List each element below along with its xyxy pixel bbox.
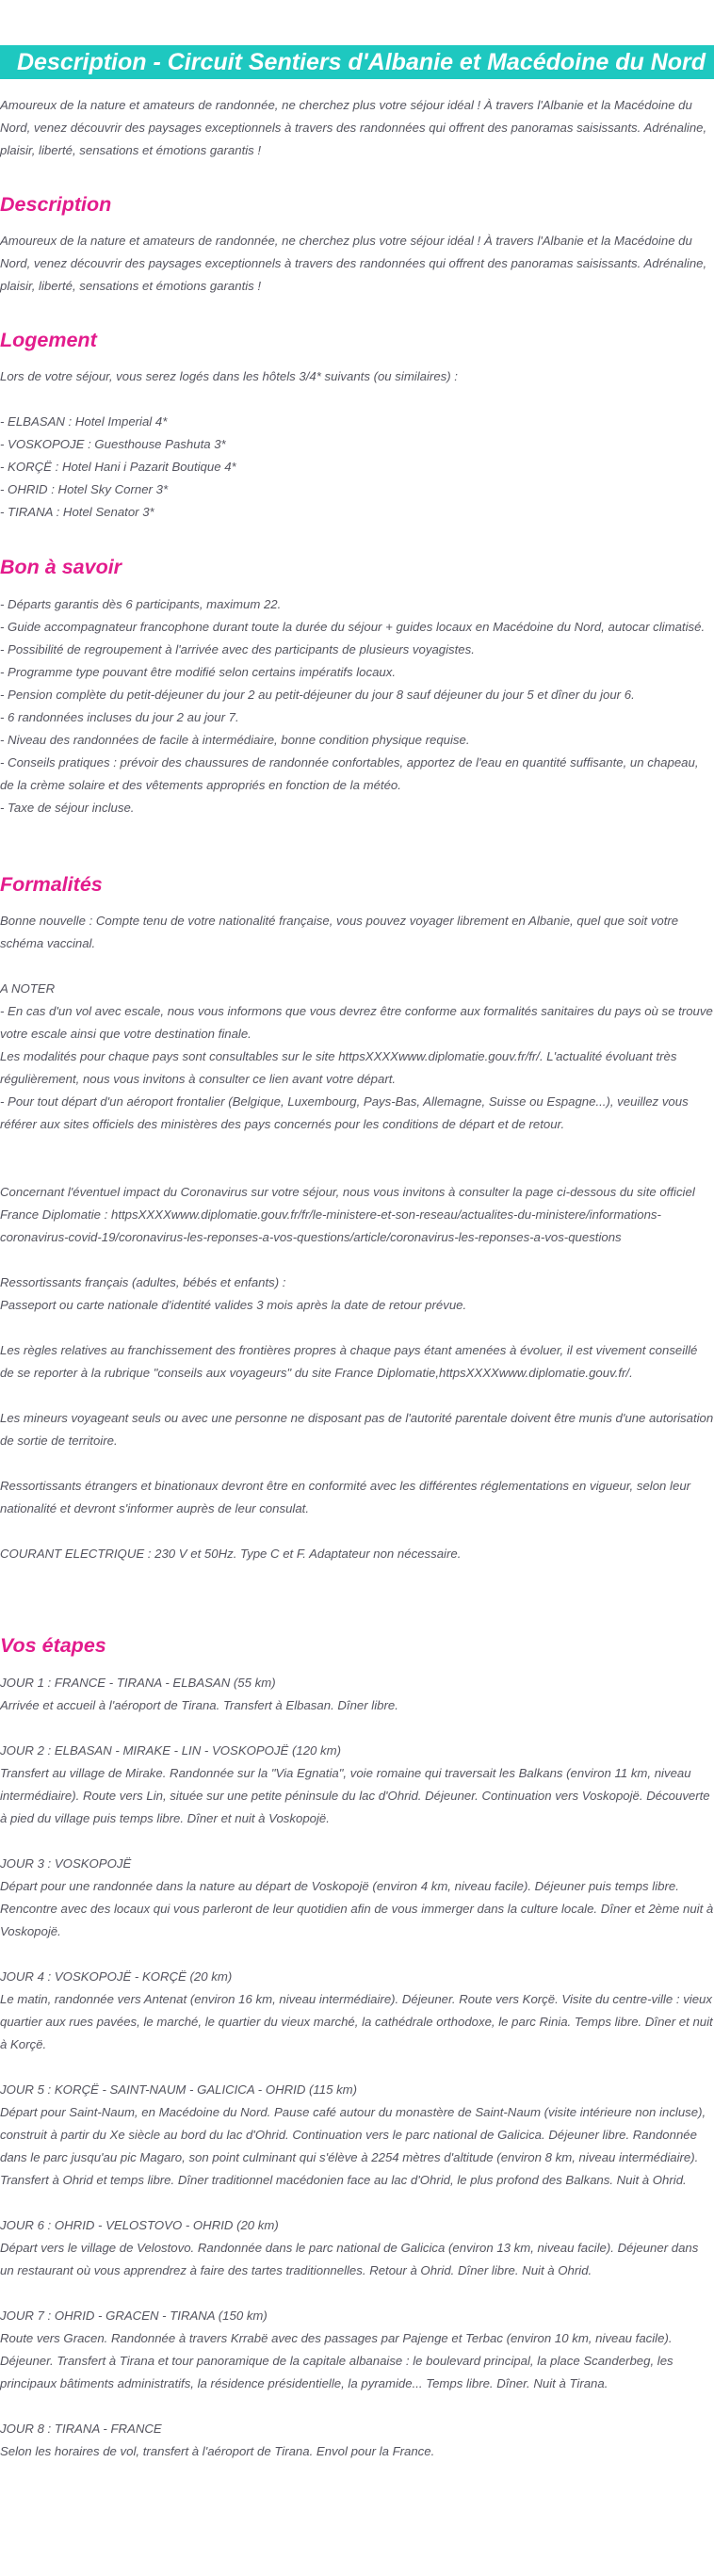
etapes-content xyxy=(0,1672,714,2463)
day-title: JOUR 3 : VOSKOPOJË xyxy=(0,1856,132,1871)
day-title: JOUR 8 : TIRANA - FRANCE xyxy=(0,2422,162,2436)
day-title: JOUR 1 : FRANCE - TIRANA - ELBASAN (55 km) xyxy=(0,1676,276,1690)
intro-section xyxy=(0,94,714,162)
day-title: JOUR 5 : KORÇË - SAINT-NAUM - GALICICA - OHRID (115 km) xyxy=(0,2082,358,2097)
day-text: Départ pour Saint-Naum, en Macédoine du Nord. Pause café autour du monastère de Saint-Naum (visite intérieure non incluse), construit à partir du Xe siècle au bord du lac d'Ohrid. Continuation vers le parc national de Galicica. Déjeuner libre. Randonnée dans le parc jusqu'au pic Magaro, son point culminant qui s'élève à 2254 mètres d'altitude (environ 8 km, niveau intermédiaire). Transfert à Ohrid et temps libre. Dîner traditionnel macédonien face au lac d'Ohrid, le plus profond des Balkans. Nuit à Ohrid. xyxy=(0,2105,706,2187)
info-item: - Niveau des randonnées de facile à intermédiaire, bonne condition physique requise. xyxy=(0,733,470,747)
formalites-content xyxy=(0,910,714,1565)
etrangers-text: Ressortissants étrangers et binationaux devront être en conformité avec les différentes réglementations en vigueur, selon leur nationalité et devront s'informer auprès de leur consulat. xyxy=(0,1479,691,1515)
note-item: - En cas d'un vol avec escale, nous vous informons que vous devrez être conforme aux formalités sanitaires du pays où se trouve votre escale ainsi que votre destination finale. xyxy=(0,1004,713,1041)
day-text: Départ vers le village de Velostovo. Randonnée dans le parc national de Galicica (environ 13 km, niveau facile). Déjeuner dans un restaurant où vous apprendrez à faire des tartes traditionnelles. Retour à Ohrid. Dîner libre. Nuit à Ohrid. xyxy=(0,2241,699,2277)
day-text: Départ pour une randonnée dans la nature au départ de Voskopojë (environ 4 km, niveau facile). Déjeuner puis temps libre. Rencontre avec des locaux qui vous parleront de leur quotidien afin de vous immerger dans la culture locale. Dîner et 2ème nuit à Voskopojë. xyxy=(0,1879,714,1938)
logement-heading: Logement xyxy=(0,329,97,351)
formalites-heading: Formalités xyxy=(0,873,103,896)
info-item: - Conseils pratiques : prévoir des chaussures de randonnée confortables, apportez de l'eau en quantité suffisante, un chapeau, de la crème solaire et des vêtements appropriés en fonction de la météo. xyxy=(0,755,699,792)
regles-text: Les règles relatives au franchissement des frontières propres à chaque pays étant amenées à évoluer, il est vivement conseillé de se reporter à la rubrique "conseils aux voyageurs" du site France Diplomatie,httpsXXXXwww.diplomatie.gouv.fr/. xyxy=(0,1343,698,1380)
courant-text: COURANT ELECTRIQUE : 230 V et 50Hz. Type C et F. Adaptateur non nécessaire. xyxy=(0,1547,462,1561)
etapes-heading: Vos étapes xyxy=(0,1634,106,1657)
page-title: Description - Circuit Sentiers d'Albanie et Macédoine du Nord xyxy=(17,49,706,75)
formalites-section xyxy=(0,910,714,1565)
description-section xyxy=(0,230,714,298)
day-text: Selon les horaires de vol, transfert à l'aéroport de Tirana. Envol pour la France. xyxy=(0,2444,435,2458)
formalites-intro: Bonne nouvelle : Compte tenu de votre nationalité française, vous pouvez voyager librement en Albanie, quel que soit votre schéma vaccinal. xyxy=(0,914,679,950)
note-item: - Pour tout départ d'un aéroport frontalier (Belgique, Luxembourg, Pays-Bas, Allemagne, Suisse ou Espagne...), veuillez vous référer aux sites officiels des ministères des pays concernés pour les conditions de départ et de retour. xyxy=(0,1094,689,1131)
day-text: Route vers Gracen. Randonnée à travers Krrabë avec des passages par Pajenge et Terbac (environ 10 km, niveau facile). Déjeuner. Transfert à Tirana et tour panoramique de la capitale albanaise : le boulevard principal, la place Scanderbeg, les principaux bâtiments administratifs, la résidence présidentielle, la pyramide... Temps libre. Dîner. Nuit à Tirana. xyxy=(0,2331,673,2390)
day-title: JOUR 4 : VOSKOPOJË - KORÇË (20 km) xyxy=(0,1969,233,1984)
logement-intro: Lors de votre séjour, vous serez logés dans les hôtels 3/4* suivants (ou similaires) : xyxy=(0,369,458,383)
ressortissants-text: Passeport ou carte nationale d'identité valides 3 mois après la date de retour prévue. xyxy=(0,1298,467,1312)
hotel-item: - OHRID : Hotel Sky Corner 3* xyxy=(0,482,169,496)
info-item: - Départs garantis dès 6 participants, maximum 22. xyxy=(0,597,282,611)
day-title: JOUR 7 : OHRID - GRACEN - TIRANA (150 km) xyxy=(0,2309,268,2323)
logement-section xyxy=(0,365,714,524)
etapes-section xyxy=(0,1672,714,2463)
bon-a-savoir-heading: Bon à savoir xyxy=(0,556,122,578)
a-noter-label: A NOTER xyxy=(0,981,56,996)
note-item: Les modalités pour chaque pays sont consultables sur le site httpsXXXXwww.diplomatie.gouv.fr/fr/. L'actualité évoluant très régulièrement, nous vous invitons à consulter ce lien avant votre départ. xyxy=(0,1049,677,1086)
day-title: JOUR 6 : OHRID - VELOSTOVO - OHRID (20 km) xyxy=(0,2218,279,2232)
info-item: - Possibilité de regroupement à l'arrivée avec des participants de plusieurs voyagistes. xyxy=(0,642,475,656)
bon-a-savoir-section xyxy=(0,593,714,819)
title-banner xyxy=(0,45,714,79)
info-item: - Pension complète du petit-déjeuner du jour 2 au petit-déjeuner du jour 8 sauf déjeuner du jour 5 et dîner du jour 6. xyxy=(0,688,635,702)
bon-a-savoir-content xyxy=(0,593,714,819)
day-text: Arrivée et accueil à l'aéroport de Tirana. Transfert à Elbasan. Dîner libre. xyxy=(0,1698,398,1712)
day-text: Le matin, randonnée vers Antenat (environ 16 km, niveau intermédiaire). Déjeuner. Route vers Korçë. Visite du centre-ville : vieux quartier aux rues pavées, le marché, le quartier du vieux marché, la cathédrale orthodoxe, le parc Rinia. Temps libre. Dîner et nuit à Korçë. xyxy=(0,1992,713,2051)
info-item: - Programme type pouvant être modifié selon certains impératifs locaux. xyxy=(0,665,396,679)
intro-text: Amoureux de la nature et amateurs de randonnée, ne cherchez plus votre séjour idéal ! À travers l'Albanie et la Macédoine du Nord, venez découvrir des paysages exceptionnels à travers des randonnées qui offrent des panoramas saisissants. Adrénaline, plaisir, liberté, sensations et émotions garantis ! xyxy=(0,98,707,157)
info-item: - Taxe de séjour incluse. xyxy=(0,801,135,815)
logement-content xyxy=(0,365,714,524)
info-item: - 6 randonnées incluses du jour 2 au jour 7. xyxy=(0,710,239,724)
hotel-item: - TIRANA : Hotel Senator 3* xyxy=(0,505,154,519)
hotel-item: - ELBASAN : Hotel Imperial 4* xyxy=(0,414,168,429)
day-title: JOUR 2 : ELBASAN - MIRAKE - LIN - VOSKOPOJË (120 km) xyxy=(0,1743,342,1758)
hotel-item: - VOSKOPOJE : Guesthouse Pashuta 3* xyxy=(0,437,226,451)
coronavirus-text: Concernant l'éventuel impact du Coronavirus sur votre séjour, nous vous invitons à consulter la page ci-dessous du site officiel France Diplomatie : httpsXXXXwww.diplomatie.gouv.fr/fr/le-ministere-et-son-reseau/actualites-du-ministere/informations-coronavirus-covid-19/coronavirus-les-reponses-a-vos-questions/article/coronavirus-les-reponses-a-vos-questions xyxy=(0,1185,695,1244)
hotel-item: - KORÇË : Hotel Hani i Pazarit Boutique 4* xyxy=(0,460,236,474)
description-text: Amoureux de la nature et amateurs de randonnée, ne cherchez plus votre séjour idéal ! À travers l'Albanie et la Macédoine du Nord, venez découvrir des paysages exceptionnels à travers des randonnées qui offrent des panoramas saisissants. Adrénaline, plaisir, liberté, sensations et émotions garantis ! xyxy=(0,234,707,293)
day-text: Transfert au village de Mirake. Randonnée sur la "Via Egnatia", voie romaine qui traversait les Balkans (environ 11 km, niveau intermédiaire). Route vers Lin, située sur une petite péninsule du lac d'Ohrid. Déjeuner. Continuation vers Voskopojë. Découverte à pied du village puis temps libre. Dîner et nuit à Voskopojë. xyxy=(0,1766,710,1825)
ressortissants-title: Ressortissants français (adultes, bébés et enfants) : xyxy=(0,1275,286,1289)
info-item: - Guide accompagnateur francophone durant toute la durée du séjour + guides locaux en Macédoine du Nord, autocar climatisé. xyxy=(0,620,706,634)
mineurs-text: Les mineurs voyageant seuls ou avec une personne ne disposant pas de l'autorité parentale doivent être munis d'une autorisation de sortie de territoire. xyxy=(0,1411,714,1448)
description-heading: Description xyxy=(0,193,112,216)
